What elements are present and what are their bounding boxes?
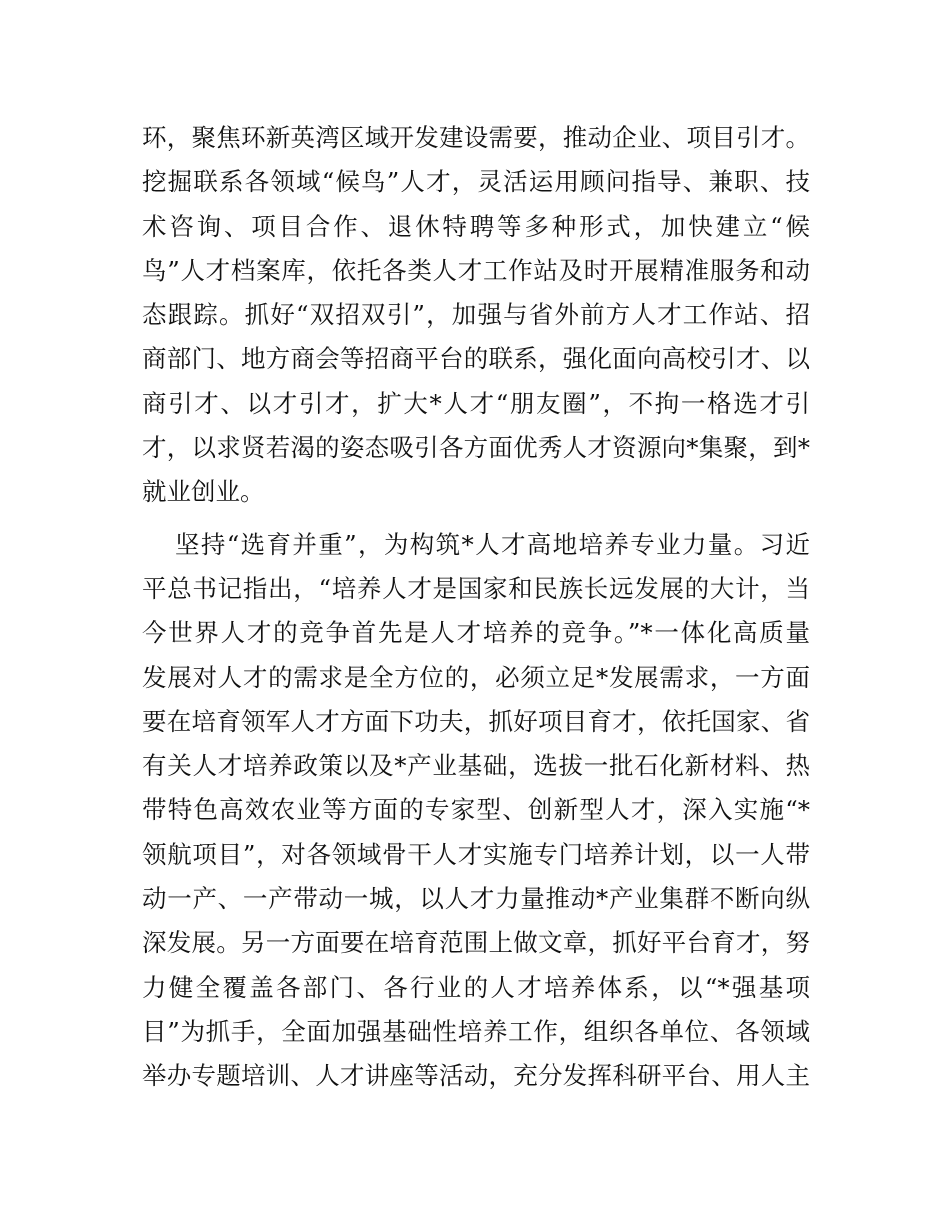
text-line: 要在培育领军人才方面下功夫，抓好项目育才，依托国家、省 [142, 706, 810, 736]
text-line: 才，以求贤若渴的姿态吸引各方面优秀人才资源向*集聚，到* [142, 433, 810, 463]
text-line: 举办专题培训、人才讲座等活动，充分发挥科研平台、用人主 [142, 1061, 810, 1091]
text-line: 动一产、一产带动一城，以人才力量推动*产业集群不断向纵 [142, 884, 810, 914]
text-line: 发展对人才的需求是全方位的，必须立足*发展需求，一方面 [142, 662, 810, 692]
text-line: 态跟踪。抓好“双招双引”，加强与省外前方人才工作站、招 [142, 300, 810, 330]
text-line: 今世界人才的竞争首先是人才培养的竞争。”*一体化高质量 [142, 618, 810, 648]
text-line: 环，聚焦环新英湾区域开发建设需要，推动企业、项目引才。 [142, 123, 810, 152]
text-line: 深发展。另一方面要在培育范围上做文章，抓好平台育才，努 [142, 928, 810, 958]
text-line: 带特色高效农业等方面的专家型、创新型人才，深入实施“* [142, 795, 810, 825]
text-line: 领航项目”，对各领域骨干人才实施专门培养计划，以一人带 [142, 839, 810, 869]
text-line: 术咨询、项目合作、退休特聘等多种形式，加快建立“候 [142, 211, 810, 241]
text-line: 力健全覆盖各部门、各行业的人才培养体系，以“*强基项 [142, 972, 810, 1002]
text-line: 鸟”人才档案库，依托各类人才工作站及时开展精准服务和动 [142, 255, 810, 285]
text-line: 坚持“选育并重”，为构筑*人才高地培养专业力量。习近 [175, 529, 810, 559]
text-line: 有关人才培养政策以及*产业基础，选拔一批石化新材料、热 [142, 751, 810, 781]
document-body [142, 116, 810, 1099]
text-line: 目”为抓手，全面加强基础性培养工作，组织各单位、各领域 [142, 1016, 810, 1046]
text-line: 挖掘联系各领域“候鸟”人才，灵活运用顾问指导、兼职、技 [142, 167, 810, 197]
text-line: 商引才、以才引才，扩大*人才“朋友圈”，不拘一格选才引 [142, 388, 810, 418]
text-line: 就业创业。 [142, 477, 265, 507]
paragraph-talent-recruitment [142, 116, 810, 515]
text-line: 商部门、地方商会等招商平台的联系，强化面向高校引才、以 [142, 344, 810, 374]
text-line: 平总书记指出，“培养人才是国家和民族长远发展的大计，当 [142, 573, 810, 603]
paragraph-spacer [142, 515, 810, 523]
paragraph-talent-cultivation [142, 523, 810, 1099]
